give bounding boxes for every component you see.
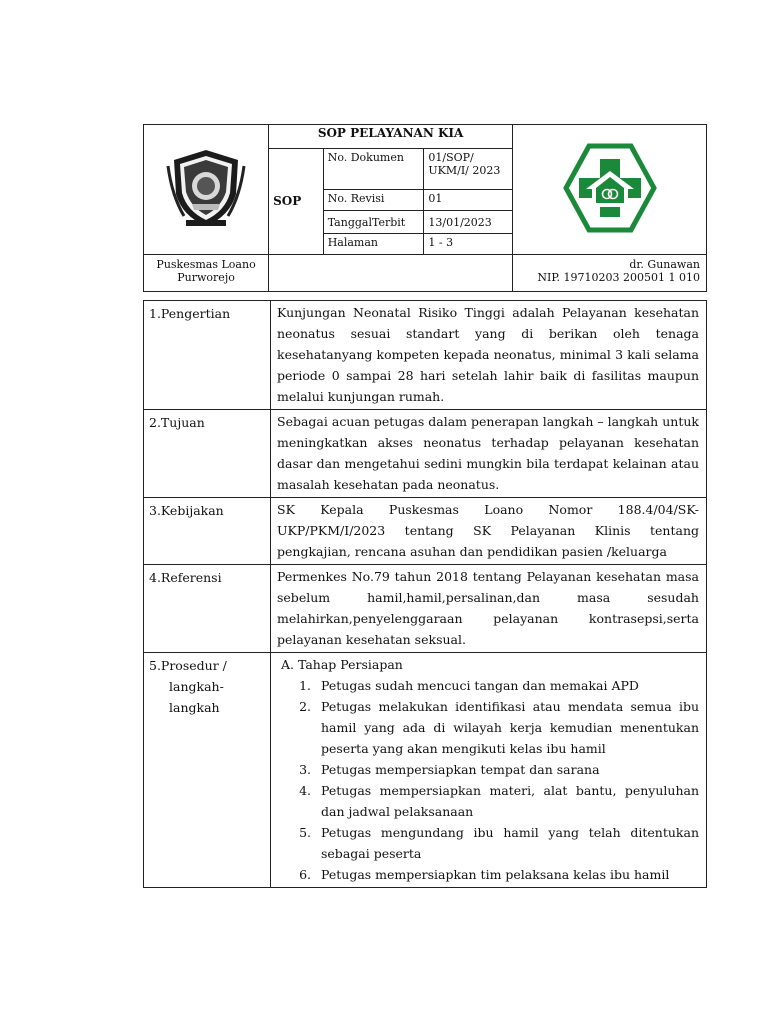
list-item: 4. Petugas mempersiapkan materi, alat bantu, penyuluhan dan jadwal pelaksanaan [315, 780, 699, 822]
section-label: 4.Referensi [144, 565, 271, 653]
meta-key-terbit: TanggalTerbit [323, 211, 424, 234]
meta-value-terbit: 13/01/2023 [424, 211, 513, 234]
referensi-text: Permenkes No.79 tahun 2018 tentang Pelayanan kesehatan masa sebelum hamil,hamil,persalinan,dan masa sesudah melahirkan,penyelenggaraan pelayanan kontrasepsi,serta pelayanan kesehatan seksual. [277, 569, 699, 647]
section-label: 2.Tujuan [144, 410, 271, 498]
section-tujuan [144, 410, 707, 498]
meta-value-revisi: 01 [424, 190, 513, 211]
organization-name: Puskesmas Loano [156, 258, 256, 271]
prosedur-label-line3: langkah [169, 700, 220, 715]
sop-label: SOP [269, 149, 324, 255]
signer-cell [513, 255, 707, 292]
section-label: 3.Kebijakan [144, 498, 271, 565]
sop-content-table [143, 300, 707, 888]
meta-key-halaman: Halaman [323, 234, 424, 255]
prosedur-label-line2: langkah- [169, 679, 224, 694]
footer-empty-cell [269, 255, 513, 292]
prosedur-subheading: A. Tahap Persiapan [281, 657, 403, 672]
organization-cell [144, 255, 269, 292]
header-table [143, 124, 707, 292]
organization-location: Purworejo [177, 271, 235, 284]
signer-nip: NIP. 19710203 200501 1 010 [537, 271, 700, 284]
section-text [271, 498, 707, 565]
prosedur-label-line1: 5.Prosedur / [149, 658, 227, 673]
list-item: 2. Petugas melakukan identifikasi atau mendata semua ibu hamil yang ada di wilayah kerja kemudian menentukan peserta yang akan mengikuti kelas ibu hamil [315, 696, 699, 759]
puskesmas-logo-cell [513, 125, 707, 255]
section-text [271, 565, 707, 653]
meta-value-halaman: 1 - 3 [424, 234, 513, 255]
puskesmas-logo-icon [562, 143, 658, 233]
section-pengertian [144, 301, 707, 410]
signer-name: dr. Gunawan [629, 258, 700, 271]
section-prosedur [144, 653, 707, 888]
list-item: 1. Petugas sudah mencuci tangan dan memakai APD [315, 675, 699, 696]
section-text [271, 301, 707, 410]
list-item: 5. Petugas mengundang ibu hamil yang telah ditentukan sebagai peserta [315, 822, 699, 864]
section-text [271, 653, 707, 888]
regency-emblem-icon [164, 146, 248, 230]
regency-emblem-cell [144, 125, 269, 255]
section-label [144, 653, 271, 888]
kebijakan-text: SK Kepala Puskesmas Loano Nomor 188.4/04/SK-UKP/PKM/I/2023 tentang SK Pelayanan Klinis tentang pengkajian, rencana asuhan dan pendidikan pasien /keluarga [277, 502, 699, 559]
pengertian-text: Kunjungan Neonatal Risiko Tinggi adalah Pelayanan kesehatan neonatus sesuai standart yang di berikan oleh tenaga kesehatanyang kompeten kepada neonatus, minimal 3 kali selama periode 0 sampai 28 hari setelah lahir baik di fasilitas maupun melalui kunjungan rumah. [277, 305, 699, 404]
meta-key-dokumen: No. Dokumen [323, 149, 424, 190]
section-kebijakan [144, 498, 707, 565]
prosedur-steps [277, 675, 699, 885]
section-text [271, 410, 707, 498]
meta-key-revisi: No. Revisi [323, 190, 424, 211]
meta-value-dokumen: 01/SOP/ UKM/I/ 2023 [424, 149, 513, 190]
list-item: 3. Petugas mempersiapkan tempat dan sarana [315, 759, 699, 780]
section-referensi [144, 565, 707, 653]
list-item: 6. Petugas mempersiapkan tim pelaksana kelas ibu hamil [315, 864, 699, 885]
section-label: 1.Pengertian [144, 301, 271, 410]
sop-title: SOP PELAYANAN KIA [269, 125, 513, 149]
tujuan-text: Sebagai acuan petugas dalam penerapan langkah – langkah untuk meningkatkan akses neonatus terhadap pelayanan kesehatan dasar dan mengetahui sedini mungkin bila terdapat kelainan atau masalah kesehatan pada neonatus. [277, 414, 699, 492]
